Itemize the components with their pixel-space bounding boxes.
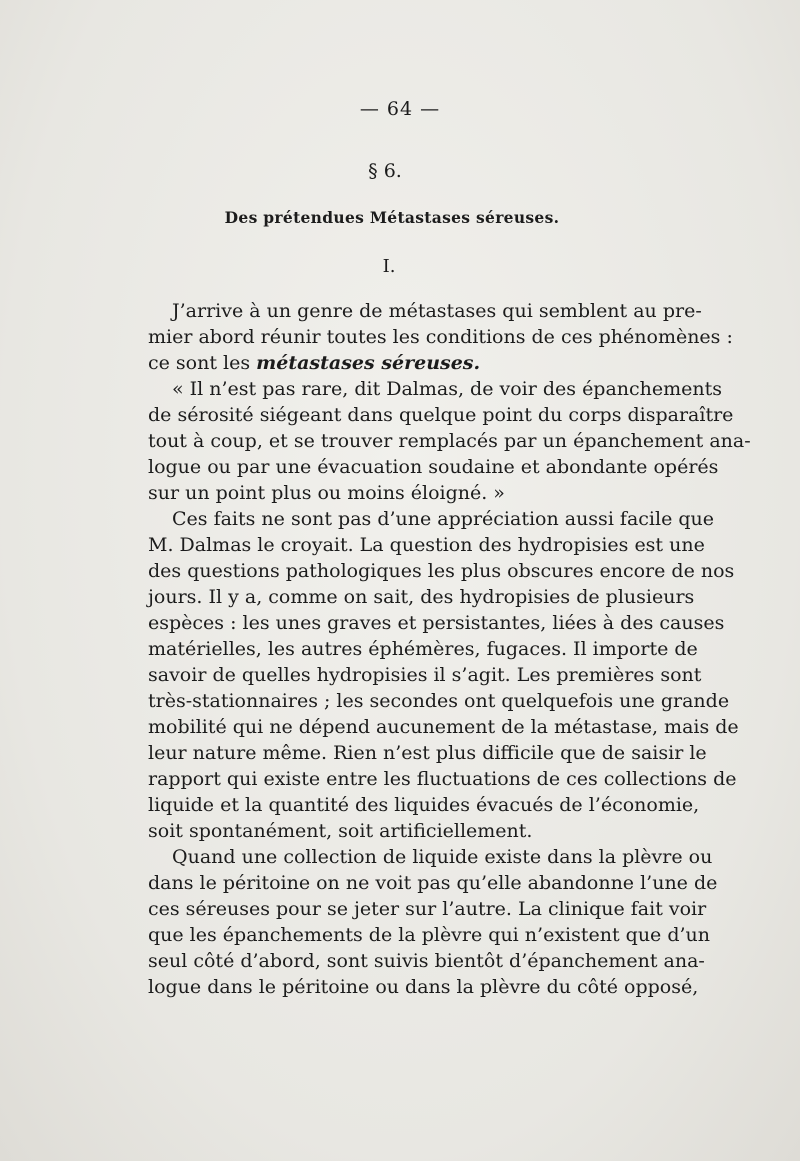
text-line: logue ou par une évacuation soudaine et abondante opérés — [148, 456, 719, 478]
text-line: matérielles, les autres éphémères, fugaces. Il importe de — [148, 638, 698, 660]
text-line: tout à coup, et se trouver remplacés par un épanchement ana- — [148, 430, 751, 452]
text-line: ces séreuses pour se jeter sur l’autre. La clinique fait voir — [148, 898, 707, 920]
page-number: — 64 — — [359, 98, 441, 120]
text-line: seul côté d’abord, sont suivis bientôt d’épanchement ana- — [148, 950, 705, 972]
section-heading: § 6. — [368, 160, 402, 182]
text-line: mobilité qui ne dépend aucunement de la métastase, mais de — [148, 716, 739, 738]
text-line: M. Dalmas le croyait. La question des hydropisies est une — [148, 534, 705, 556]
text-line: Quand une collection de liquide existe dans la plèvre ou — [172, 846, 713, 868]
text-line: dans le péritoine on ne voit pas qu’elle abandonne l’une de — [148, 872, 718, 894]
text-line: « Il n’est pas rare, dit Dalmas, de voir des épanchements — [172, 378, 723, 400]
text-line — [148, 350, 638, 376]
chapter-title: Des prétendues Métastases séreuses. — [224, 208, 560, 227]
text-line: liquide et la quantité des liquides évacués de l’économie, — [148, 794, 700, 816]
text-line: rapport qui existe entre les fluctuations de ces collections de — [148, 768, 737, 790]
text-line: de sérosité siégeant dans quelque point du corps disparaître — [148, 404, 734, 426]
text-line: savoir de quelles hydropisies il s’agit. Les premières sont — [148, 664, 702, 686]
text-line: logue dans le péritoine ou dans la plèvre du côté opposé, — [148, 976, 699, 998]
text-line: des questions pathologiques les plus obscures encore de nos — [148, 560, 735, 582]
text-line: J’arrive à un genre de métastases qui semblent au pre- — [172, 300, 702, 322]
text-line: très-stationnaires ; les secondes ont quelquefois une grande — [148, 690, 730, 712]
text-line: jours. Il y a, comme on sait, des hydropisies de plusieurs — [148, 586, 695, 608]
italic-term: métastases séreuses. — [256, 352, 481, 374]
text-line: sur un point plus ou moins éloigné. » — [148, 482, 505, 504]
subsection-heading: I. — [382, 256, 396, 277]
text-span: ce sont les — [148, 352, 251, 374]
text-line: espèces : les unes graves et persistantes, liées à des causes — [148, 612, 725, 634]
text-line: Ces faits ne sont pas d’une appréciation aussi facile que — [172, 508, 715, 530]
text-line: soit spontanément, soit artificiellement. — [148, 820, 533, 842]
text-line: mier abord réunir toutes les conditions de ces phénomènes : — [148, 326, 733, 348]
text-line: leur nature même. Rien n’est plus difficile que de saisir le — [148, 742, 707, 764]
text-line: que les épanchements de la plèvre qui n’existent que d’un — [148, 924, 711, 946]
